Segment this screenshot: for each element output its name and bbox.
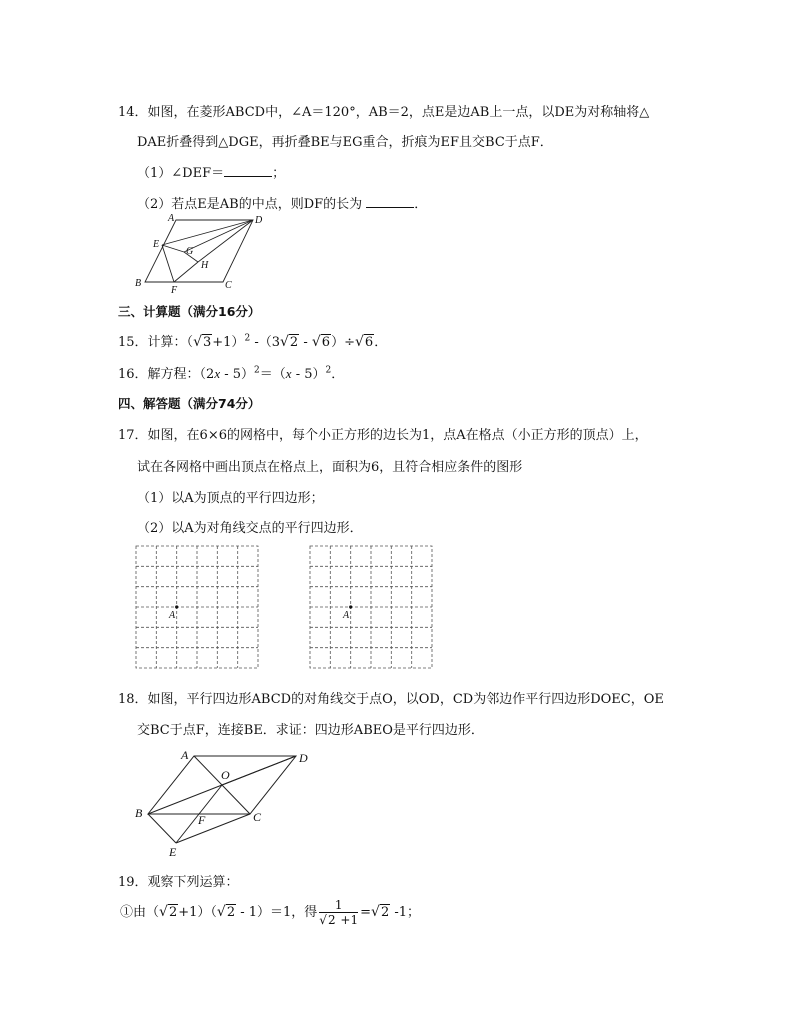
label-E: E: [169, 845, 177, 858]
label-D: D: [299, 751, 308, 765]
label-B: B: [135, 278, 142, 289]
label-F: F: [198, 813, 206, 827]
parallelogram-figure: [128, 744, 318, 858]
grid-2: [309, 545, 435, 671]
q17-line2: 试在各网格中画出顶点在格点上，面积为6，且符合相应条件的图形: [137, 460, 523, 475]
q18-line2: 交BC于点F，连接BE．求证：四边形ABEO是平行四边形．: [137, 723, 484, 738]
grid-1: [135, 545, 261, 671]
q17-part1: （1）以A为顶点的平行四边形；: [137, 491, 324, 506]
label-C: C: [225, 280, 232, 291]
label-F: F: [171, 285, 178, 294]
q14-number: 14．: [118, 105, 148, 120]
answer-blank: [366, 197, 414, 208]
q14-part2: （2）若点E是AB的中点，则DF的长为 ．: [137, 197, 428, 212]
q16: 16．解方程：（2x - 5）$^2$＝（x - 5）$^2$．: [118, 365, 345, 382]
section-4-heading: 四、解答题（满分74分）: [118, 396, 261, 411]
label-O: O: [221, 768, 230, 782]
q14-line1: 14．如图，在菱形ABCD中，∠A＝120°，AB＝2，点E是边AB上一点，以DE为对称轴将△: [118, 105, 650, 120]
section-3-heading: 三、计算题（满分16分）: [118, 304, 261, 319]
point-A: [349, 605, 352, 608]
q18-line1: 18．如图，平行四边形ABCD的对角线交于点O，以OD，CD为邻边作平行四边形DOEC，OE: [118, 692, 664, 707]
q14-line2: DAE折叠得到△DGE，再折叠BE与EG重合，折痕为EF且交BC于点F．: [137, 135, 553, 150]
sqrt: √3: [193, 334, 212, 350]
q17-line1: 17．如图，在6×6的网格中，每个小正方形的边长为1，点A在格点（小正方形的顶点）上，: [118, 428, 648, 443]
label-A: A: [181, 748, 189, 762]
label-H: H: [201, 260, 209, 271]
label-C: C: [253, 810, 262, 824]
label-G: G: [186, 246, 194, 257]
q19-item1: ①由（√2+1）（√2 - 1）＝1，得 $\frac{1}{√2 +1}$ =√2 -1；: [120, 898, 421, 927]
label-A: A: [169, 610, 176, 621]
q19-line1: 19．观察下列运算：: [118, 875, 239, 890]
q17-part2: （2）以A为对角线交点的平行四边形．: [137, 521, 363, 536]
label-A: A: [168, 213, 175, 224]
rhombus-figure: [128, 212, 268, 294]
label-A: A: [343, 610, 350, 621]
label-E: E: [153, 239, 160, 250]
q14-part1: （1）∠DEF＝ ；: [137, 166, 286, 181]
label-B: B: [135, 806, 143, 820]
q15: 15．计算：$(√3+1)^2$ -（3√2 - √6）÷√6．: [118, 333, 388, 350]
label-D: D: [255, 215, 263, 226]
point-A: [175, 605, 178, 608]
fraction: $\frac{1}{√2 +1}$: [319, 898, 359, 927]
answer-blank: [224, 166, 272, 177]
